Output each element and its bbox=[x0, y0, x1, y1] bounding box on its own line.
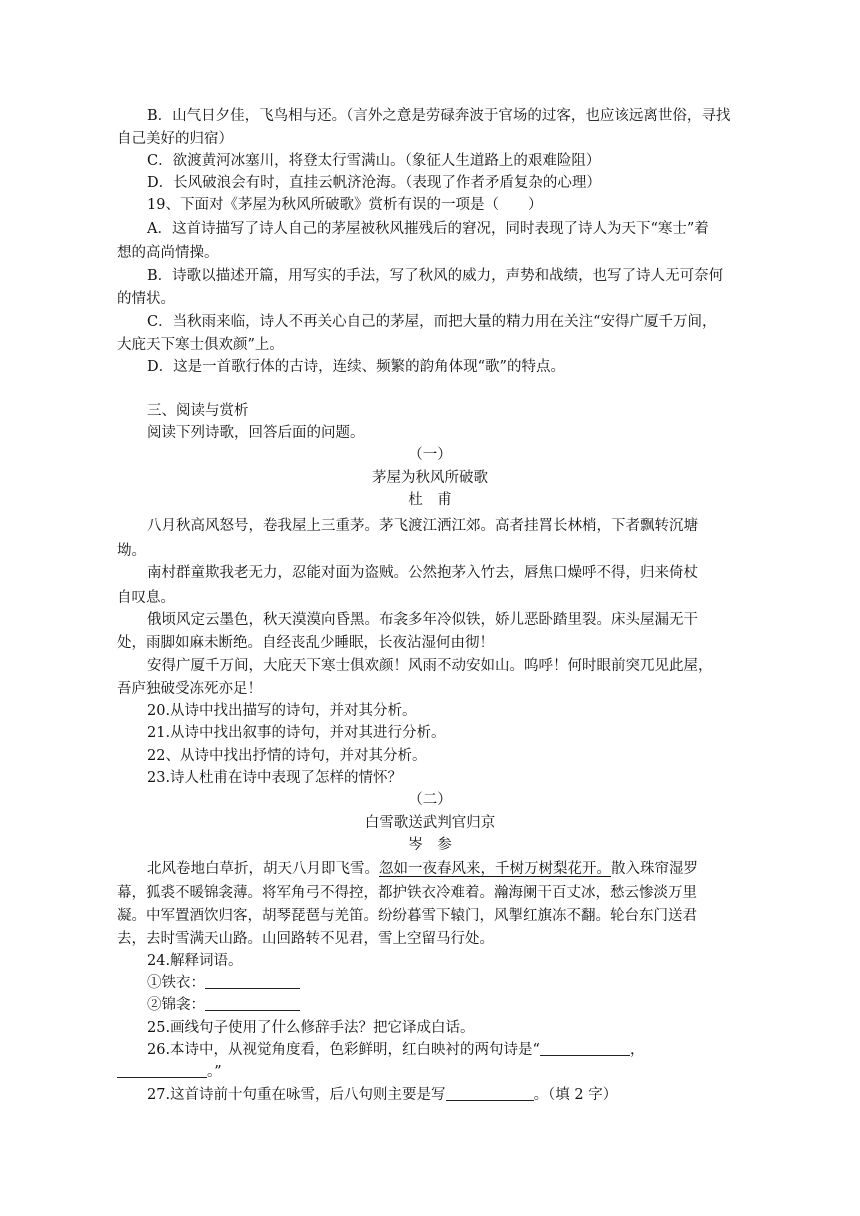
question-22: 22、从诗中找出抒情的诗句，并对其分析。 bbox=[147, 748, 427, 764]
question-27-hint: 。（填 2 字） bbox=[533, 1087, 618, 1103]
poem2-line: 去，去时雪满天山路。山回路转不见君，雪上空留马行处。 bbox=[117, 931, 494, 947]
question-26-line2 bbox=[117, 1061, 222, 1083]
poem2-author: 岑 参 bbox=[408, 837, 452, 853]
q18-option-c: C．欲渡黄河冰塞川，将登太行雪满山。（象征人生道路上的艰难险阻） bbox=[147, 153, 601, 169]
poem1-line: 南村群童欺我老无力，忍能对面为盗贼。公然抱茅入竹去，唇焦口燥呼不得，归来倚杖 bbox=[147, 565, 698, 581]
poem1-line: 安得广厦千万间，大庇天下寒士俱欢颜！风雨不动安如山。呜呼！何时眼前突兀见此屋， bbox=[147, 658, 713, 674]
section-heading: 三、阅读与赏析 bbox=[147, 403, 249, 419]
poem2-number: （二） bbox=[408, 792, 452, 808]
poem2-title: 白雪歌送武判官归京 bbox=[364, 815, 496, 831]
question-26-line1 bbox=[147, 1039, 644, 1061]
section-instruction: 阅读下列诗歌，回答后面的问题。 bbox=[147, 425, 365, 441]
question-21: 21.从诗中找出叙事的诗句，并对其进行分析。 bbox=[147, 725, 446, 741]
question-26-text: 26.本诗中，从视觉角度看，色彩鲜明，红白映衬的两句诗是“ bbox=[147, 1042, 540, 1058]
poem1-line: 自叹息。 bbox=[117, 590, 175, 606]
question-24-item-1 bbox=[147, 972, 300, 994]
q19-option-d: D．这是一首歌行体的古诗，连续、频繁的韵角体现“歌”的特点。 bbox=[147, 359, 565, 375]
question-27 bbox=[147, 1084, 617, 1106]
poem1-line: 八月秋高风怒号，卷我屋上三重茅。茅飞渡江洒江郊。高者挂罥长林梢，下者飘转沉塘 bbox=[147, 518, 698, 534]
q18-option-d: D．长风破浪会有时，直挂云帆济沧海。（表现了作者矛盾复杂的心理） bbox=[147, 175, 601, 191]
answer-blank[interactable] bbox=[205, 974, 300, 989]
answer-blank[interactable] bbox=[446, 1086, 534, 1101]
punctuation: ， bbox=[629, 1042, 645, 1058]
question-24-item-2 bbox=[147, 994, 300, 1016]
q19-option-b-line1: B．诗歌以描述开篇，用写实的手法，写了秋风的威力，声势和战绩，也写了诗人无可奈何 bbox=[147, 268, 724, 284]
q19-option-c-line2: 大庇天下寒士俱欢颜”上。 bbox=[117, 337, 284, 353]
poem2-text: 散入珠帘湿罗 bbox=[611, 861, 698, 877]
answer-blank[interactable] bbox=[205, 996, 300, 1011]
poem1-title: 茅屋为秋风所破歌 bbox=[372, 470, 488, 486]
poem2-line-1 bbox=[147, 858, 698, 880]
answer-blank[interactable] bbox=[540, 1041, 630, 1056]
answer-blank[interactable] bbox=[117, 1063, 207, 1078]
poem2-line: 凝。中军置酒饮归客，胡琴琵琶与羌笛。纷纷暮雪下辕门，风掣红旗冻不翻。轮台东门送君 bbox=[117, 908, 697, 924]
q18-option-b-line2: 自己美好的归宿） bbox=[117, 131, 233, 147]
poem1-line: 吾庐独破受冻死亦足！ bbox=[117, 681, 262, 697]
q19-option-a-line2: 想的高尚情操。 bbox=[117, 245, 219, 261]
q19-stem: 19、下面对《茅屋为秋风所破歌》赏析有误的一项是（ ） bbox=[147, 197, 543, 213]
q19-option-c-line1: C．当秋雨来临，诗人不再关心自己的茅屋，而把大量的精力用在关注“安得广厦千万间， bbox=[147, 314, 717, 330]
poem1-line: 俄顷风定云墨色，秋天漠漠向昏黑。布衾多年冷似铁，娇儿恶卧踏里裂。床头屋漏无干 bbox=[147, 612, 698, 628]
question-23: 23.诗人杜甫在诗中表现了怎样的情怀？ bbox=[147, 770, 403, 786]
question-20: 20.从诗中找出描写的诗句，并对其分析。 bbox=[147, 703, 417, 719]
term-label: ②锦衾： bbox=[147, 997, 205, 1013]
underlined-sentence: 忽如一夜春风来，千树万树梨花开。 bbox=[379, 861, 611, 877]
q19-option-a-line1: A．这首诗描写了诗人自己的茅屋被秋风摧残后的窘况，同时表现了诗人为天下“寒士”着 bbox=[147, 221, 709, 237]
term-label: ①铁衣： bbox=[147, 975, 205, 991]
poem1-line: 坳。 bbox=[117, 543, 146, 559]
question-27-text: 27.这首诗前十句重在咏雪，后八句则主要是写 bbox=[147, 1087, 446, 1103]
q19-option-b-line2: 的情状。 bbox=[117, 291, 175, 307]
poem1-number: （一） bbox=[408, 447, 452, 463]
q18-option-b-line1: B．山气日夕佳，飞鸟相与还。（言外之意是劳碌奔波于官场的过客，也应该远离世俗，寻找 bbox=[147, 108, 731, 124]
question-24: 24.解释词语。 bbox=[147, 953, 243, 969]
poem2-line: 幕，狐裘不暖锦衾薄。将军角弓不得控，都护铁衣冷难着。瀚海阑干百丈冰，愁云惨淡万里 bbox=[117, 885, 697, 901]
poem1-author: 杜 甫 bbox=[408, 492, 452, 508]
punctuation: 。” bbox=[207, 1064, 222, 1080]
question-25: 25.画线句子使用了什么修辞手法？把它译成白话。 bbox=[147, 1020, 475, 1036]
poem2-text: 北风卷地白草折，胡天八月即飞雪。 bbox=[147, 861, 379, 877]
poem1-line: 处，雨脚如麻未断绝。自经丧乱少睡眠，长夜沾湿何由彻！ bbox=[117, 635, 494, 651]
